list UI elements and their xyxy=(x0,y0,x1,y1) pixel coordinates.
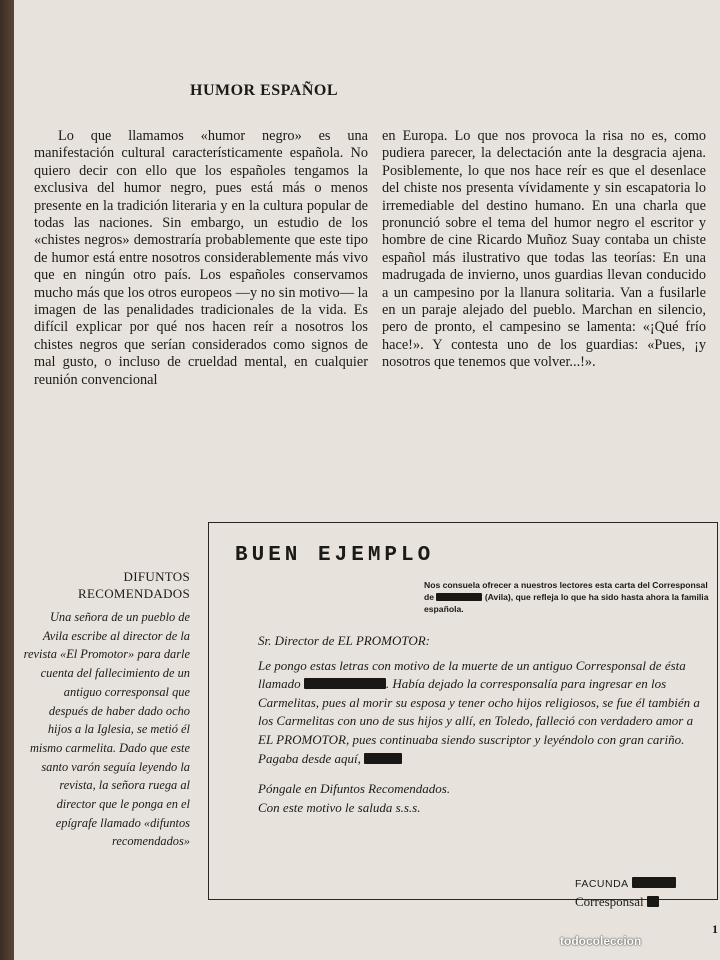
letter-box-intro xyxy=(424,579,714,616)
signature-name: FACUNDA xyxy=(575,878,629,890)
intro-text-a: Nos consuela ofrecer a nuestros lectores esta carta del Corresponsal de xyxy=(424,580,708,603)
letter-box-title: BUEN EJEMPLO xyxy=(235,544,435,567)
letter-text-b: . Había dejado la corresponsalía para ingresar en los Carmelitas, pues al morir su esposa y tener ocho hijos religiosos, se fue él también a los Carmelitas con uno de sus hijos y allí, en Toledo, falleció con verdadero amor a EL PROMOTOR, pues continuaba siendo suscriptor y leyéndolo con gran cariño. Pagaba desde aquí, xyxy=(258,676,700,766)
redaction-mark xyxy=(647,896,659,907)
sidebar-heading xyxy=(30,568,190,602)
letter-body xyxy=(258,632,708,817)
letter-closing-2: Con este motivo le saluda s.s.s. xyxy=(258,799,421,815)
letter-text-a: Le pongo estas letras con motivo de la muerte de un antiguo Corresponsal de ésta llamado xyxy=(258,657,686,692)
book-spine xyxy=(0,0,14,960)
letter-closing-1: Póngale en Difuntos Recomendados. xyxy=(258,781,451,797)
article-column-right xyxy=(382,128,706,372)
redaction-mark xyxy=(436,593,482,601)
letter-paragraph xyxy=(258,657,708,769)
article-paragraph-right: en Europa. Lo que nos provoca la risa no es, como pudiera parecer, la delectación ante la desgracia ajena. Posiblemente, lo que nos hace reír es que el desenlace del chiste nos presenta vívidamente y sin escapatoria lo irremediable del destino humano. En una charla que pronunció sobre el tema del humor negro el escritor y hombre de cine Ricardo Muñoz Suay contaba un chiste español más ilustrativo que todas las teorías: En una madrugada de invierno, unos guardias llevan conducido a un campesino por la llanura solitaria. Van a fusilarle en un paraje alejado del pueblo. Marchan en silencio, pero de pronto, el campesino se lamenta: «¡Qué frío hace!». Y contesta uno de los guardias: «Pues, ¡y nosotros que tenemos que volver...!». xyxy=(382,128,706,371)
sidebar-text: Una señora de un pueblo de Avila escribe al director de la revista «El Promotor» para darle cuenta del fallecimiento de un antiguo corresponsal que después de haber dado ocho hijos a la Iglesia, se metió él mismo carmelita. Dado que este santo varón seguía leyendo la revista, la señora ruega al director que le ponga en el epígrafe llamado «difuntos recomendados» xyxy=(23,610,190,849)
article-title: HUMOR ESPAÑOL xyxy=(190,82,338,99)
page-number: 1 xyxy=(712,922,718,936)
watermark-logo: todocoleccion xyxy=(560,934,642,948)
sidebar-heading-line2: RECOMENDADOS xyxy=(78,586,190,601)
redaction-mark xyxy=(364,753,402,764)
letter-greeting: Sr. Director de EL PROMOTOR: xyxy=(258,633,431,648)
redaction-mark xyxy=(632,877,676,888)
article-column-left xyxy=(34,128,368,389)
redaction-mark xyxy=(304,678,386,689)
intro-text-b: (Avila), que refleja lo que ha sido hasta ahora la familia española. xyxy=(424,592,709,615)
letter-signature xyxy=(575,874,676,910)
article-paragraph-left: Lo que llamamos «humor negro» es una manifestación cultural característicamente española. No quiero decir con ello que los españoles tengamos la exclusiva del humor negro, pues está más o menos presente en la tradición literaria y en la cultura popular de todas las naciones. Sin embargo, un estudio de los «chistes negros» demostraría probablemente que este tipo de humor está entre nosotros considerablemente más vivo que en ningún otro país. Los españoles conservamos mucho más que los otros europeos —y no sin motivo— la imagen de las penalidades tradicionales de la vida. Es difícil explicar por qué nos hacen reír a nosotros los chistes negros que serían considerados como signos de mal gusto, o incluso de crueldad mental, en cualquier reunión convencional xyxy=(34,128,368,388)
signature-title: Corresponsal xyxy=(575,894,644,909)
sidebar-heading-line1: DIFUNTOS xyxy=(123,569,190,584)
